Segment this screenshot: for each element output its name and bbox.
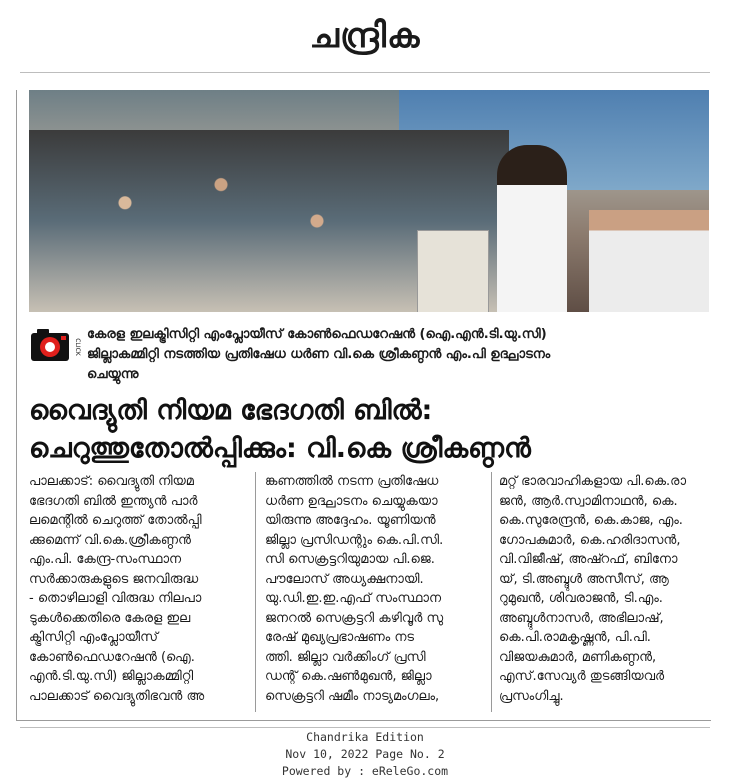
body-line: എസ്.സേവ്യർ തുടങ്ങിയവർ: [499, 669, 665, 684]
caption-line: ചെയ്യുന്നു: [87, 367, 139, 382]
body-line: പാലക്കാട് വൈദ്യുതിഭവൻ അ: [29, 688, 205, 704]
article-headline: [29, 392, 709, 468]
body-line: സർക്കാരുകളുടെ ജനവിരുദ്ധ: [29, 571, 199, 587]
body-line: ജനറൽ സെക്രട്ടറി കഴിവൂർ സു: [265, 610, 444, 626]
masthead: [0, 0, 730, 72]
body-line: റുമുഖൻ, ശിവരാജൻ, ടി.എം.: [499, 591, 663, 606]
body-line: കോൺഫെഡറേഷൻ (ഐ.: [29, 649, 195, 665]
article-column-2: [265, 472, 485, 706]
body-line: യിരുന്നു അദ്ദേഹം. യൂണിയൻ: [265, 513, 436, 528]
footer-powered-by: Powered by : eReleGo.com: [281, 764, 449, 778]
body-line: കെ.പി.രാമകൃഷ്ണൻ, പി.പി.: [499, 630, 651, 645]
body-line: - തൊഴിലാളി വിരുദ്ധ നിലപാ: [29, 591, 202, 606]
camera-icon: [29, 325, 81, 369]
body-line: വി.വിജീഷ്, അഷ്റഫ്, ബിനോ: [499, 552, 678, 567]
body-line: പ്രസംഗിച്ചു.: [499, 688, 564, 704]
body-line: വിജയകുമാർ, മണികണ്ഠൻ,: [499, 649, 657, 665]
camera-click-label: CLICK: [74, 338, 81, 356]
photo-podium: [417, 230, 489, 312]
body-line: പാലക്കാട്: വൈദ്യുതി നിയമ: [29, 474, 194, 489]
body-line: ജില്ലാ പ്രസിഡന്റും കെ.പി.സി.: [265, 532, 444, 548]
masthead-divider: [20, 72, 710, 73]
caption-text: [87, 325, 709, 385]
body-line: പൗലോസ് അധ്യക്ഷനായി.: [265, 571, 424, 587]
footer-date-page: Nov 10, 2022 Page No. 2: [285, 747, 445, 761]
body-line: ധർണ ഉദ്ഘാടനം ചെയ്യുകയാ: [265, 493, 438, 509]
article-column-1: [29, 472, 249, 706]
body-line: സി സെക്രട്ടറിയുമായ പി.ജെ.: [265, 552, 435, 567]
body-line: ക്ട്രിസിറ്റി എംപ്ലോയീസ്: [29, 630, 158, 645]
body-line: അബ്ദുൾനാസർ, അഭിലാഷ്,: [499, 610, 664, 626]
column-divider: [491, 472, 492, 712]
page-footer: [0, 729, 730, 780]
article-body: [29, 472, 709, 712]
news-photo: [29, 90, 709, 312]
headline-line-2: ചെറുത്തുതോൽപ്പിക്കും: വി.കെ ശ്രീകണ്ഠൻ: [29, 433, 531, 464]
body-line: യ്, ടി.അബ്ദുൾ അസീസ്, ആ: [499, 571, 669, 587]
caption-line: ജില്ലാകമ്മിറ്റി നടത്തിയ പ്രതിഷേധ ധർണ വി.കെ ശ്രീകണ്ഠൻ എം.പി ഉദ്ഘാടനം: [87, 347, 551, 362]
body-line: യു.ഡി.ഇ.ഇ.എഫ് സംസ്ഥാന: [265, 591, 442, 606]
body-line: ങ്കണത്തിൽ നടന്ന പ്രതിഷേധ: [265, 474, 439, 489]
photo-caption: [29, 325, 709, 385]
headline-line-1: വൈദ്യുതി നിയമ ഭേദഗതി ബിൽ:: [29, 395, 433, 426]
body-line: ടുകൾക്കെതിരെ കേരള ഇല: [29, 610, 191, 626]
body-line: സെക്രട്ടറി ഷമീം നാട്യമംഗലം,: [265, 688, 440, 704]
body-line: ലമെന്റിൽ ചെറുത്ത് തോൽപ്പി: [29, 513, 202, 528]
footer-divider: [20, 727, 710, 728]
body-line: മറ്റ് ഭാരവാഹികളായ പി.കെ.രാ: [499, 474, 687, 489]
body-line: ക്കുമെന്ന് വി.കെ.ശ്രീകണ്ഠൻ: [29, 532, 191, 548]
news-clipping: [16, 90, 711, 721]
body-line: ഭേദഗതി ബിൽ ഇന്ത്യൻ പാർ: [29, 493, 198, 509]
body-line: കെ.സുരേന്ദ്രൻ, കെ.കാജ, എം.: [499, 513, 683, 528]
photo-speaker: [497, 145, 567, 312]
newspaper-logo: ചന്ദ്രിക: [309, 16, 421, 56]
body-line: എം.പി. കേന്ദ്ര-സംസ്ഥാന: [29, 552, 182, 567]
body-line: ത്തി. ജില്ലാ വർക്കിംഗ് പ്രസി: [265, 649, 426, 665]
body-line: രേഷ് മുഖ്യപ്രഭാഷണം നട: [265, 630, 415, 645]
footer-edition: Chandrika Edition: [306, 730, 424, 744]
body-line: ജൻ, ആർ.സ്വാമിനാഥൻ, കെ.: [499, 493, 678, 509]
column-divider: [255, 472, 256, 712]
article-column-3: [499, 472, 709, 706]
body-line: ഡന്റ് കെ.ഷൺമുഖൻ, ജില്ലാ: [265, 669, 432, 684]
body-line: എൻ.ടി.യു.സി) ജില്ലാകമ്മിറ്റി: [29, 669, 194, 684]
photo-seated-dignitaries: [589, 210, 709, 312]
caption-line: കേരള ഇലക്ട്രിസിറ്റി എംപ്ലോയീസ് കോൺഫെഡറേഷൻ (ഐ.എൻ.ടി.യു.സി): [87, 327, 547, 342]
body-line: ഗോപകുമാർ, കെ.ഹരിദാസൻ,: [499, 532, 681, 548]
